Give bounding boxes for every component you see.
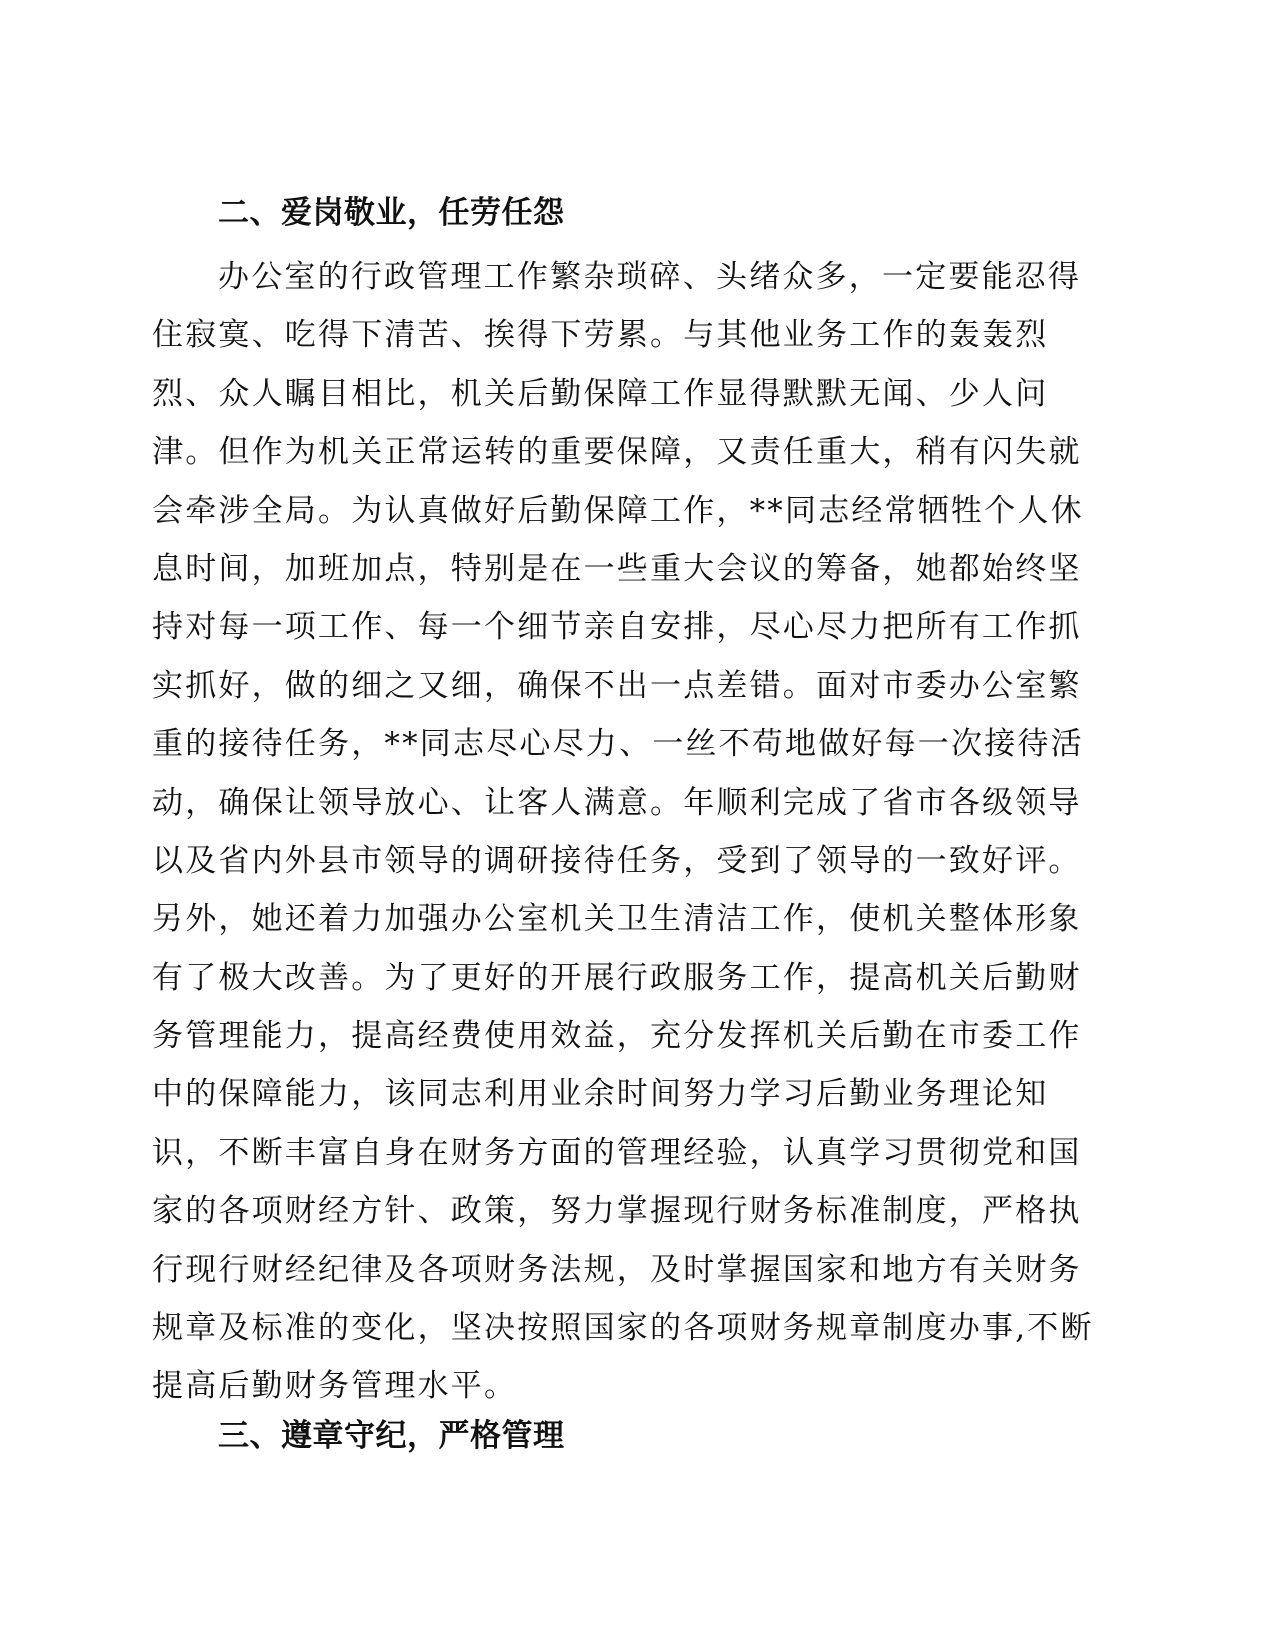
paragraph-line: 实抓好，做的细之又细，确保不出一点差错。面对市委办公室繁 <box>152 667 1082 704</box>
paragraph-line: 重的接待任务，**同志尽心尽力、一丝不苟地做好每一次接待活 <box>152 726 1084 763</box>
body-paragraph <box>152 248 1102 1416</box>
paragraph-line: 会牵涉全局。为认真做好后勤保障工作，**同志经常牺牲个人休 <box>152 492 1084 529</box>
paragraph-line: 住寂寞、吃得下清苦、挨得下劳累。与其他业务工作的轰轰烈 <box>152 317 1049 354</box>
paragraph-line: 提高后勤财务管理水平。 <box>152 1368 518 1405</box>
paragraph-line: 办公室的行政管理工作繁杂琐碎、头绪众多，一定要能忍得 <box>218 259 1082 295</box>
paragraph-line: 动，确保让领导放心、让客人满意。年顺利完成了省市各级领导 <box>152 784 1082 821</box>
paragraph-line: 津。但作为机关正常运转的重要保障，又责任重大，稍有闪失就 <box>152 434 1082 471</box>
paragraph-line: 持对每一项工作、每一个细节亲自安排，尽心尽力把所有工作抓 <box>152 609 1082 646</box>
section-heading-3: 三、遵章守纪，严格管理 <box>218 1418 565 1454</box>
paragraph-line: 烈、众人瞩目相比，机关后勤保障工作显得默默无闻、少人问 <box>152 375 1049 412</box>
paragraph-line: 规章及标准的变化，坚决按照国家的各项财务规章制度办事,不断 <box>152 1310 1094 1347</box>
paragraph-line: 家的各项财经方针、政策，努力掌握现行财务标准制度，严格执 <box>152 1193 1082 1230</box>
section-heading-2: 二、爱岗敬业，任劳任怨 <box>218 195 565 231</box>
paragraph-line: 行现行财经纪律及各项财务法规，及时掌握国家和地方有关财务 <box>152 1251 1082 1288</box>
paragraph-line: 中的保障能力，该同志利用业余时间努力学习后勤业务理论知 <box>152 1076 1049 1113</box>
paragraph-line: 有了极大改善。为了更好的开展行政服务工作，提高机关后勤财 <box>152 959 1082 996</box>
paragraph-line: 识，不断丰富自身在财务方面的管理经验，认真学习贯彻党和国 <box>152 1134 1082 1171</box>
paragraph-line: 务管理能力，提高经费使用效益，充分发挥机关后勤在市委工作 <box>152 1018 1082 1055</box>
paragraph-line: 以及省内外县市领导的调研接待任务，受到了领导的一致好评。 <box>152 842 1082 879</box>
paragraph-line: 息时间，加班加点，特别是在一些重大会议的筹备，她都始终坚 <box>152 550 1082 587</box>
paragraph-line: 另外，她还着力加强办公室机关卫生清洁工作，使机关整体形象 <box>152 901 1082 938</box>
